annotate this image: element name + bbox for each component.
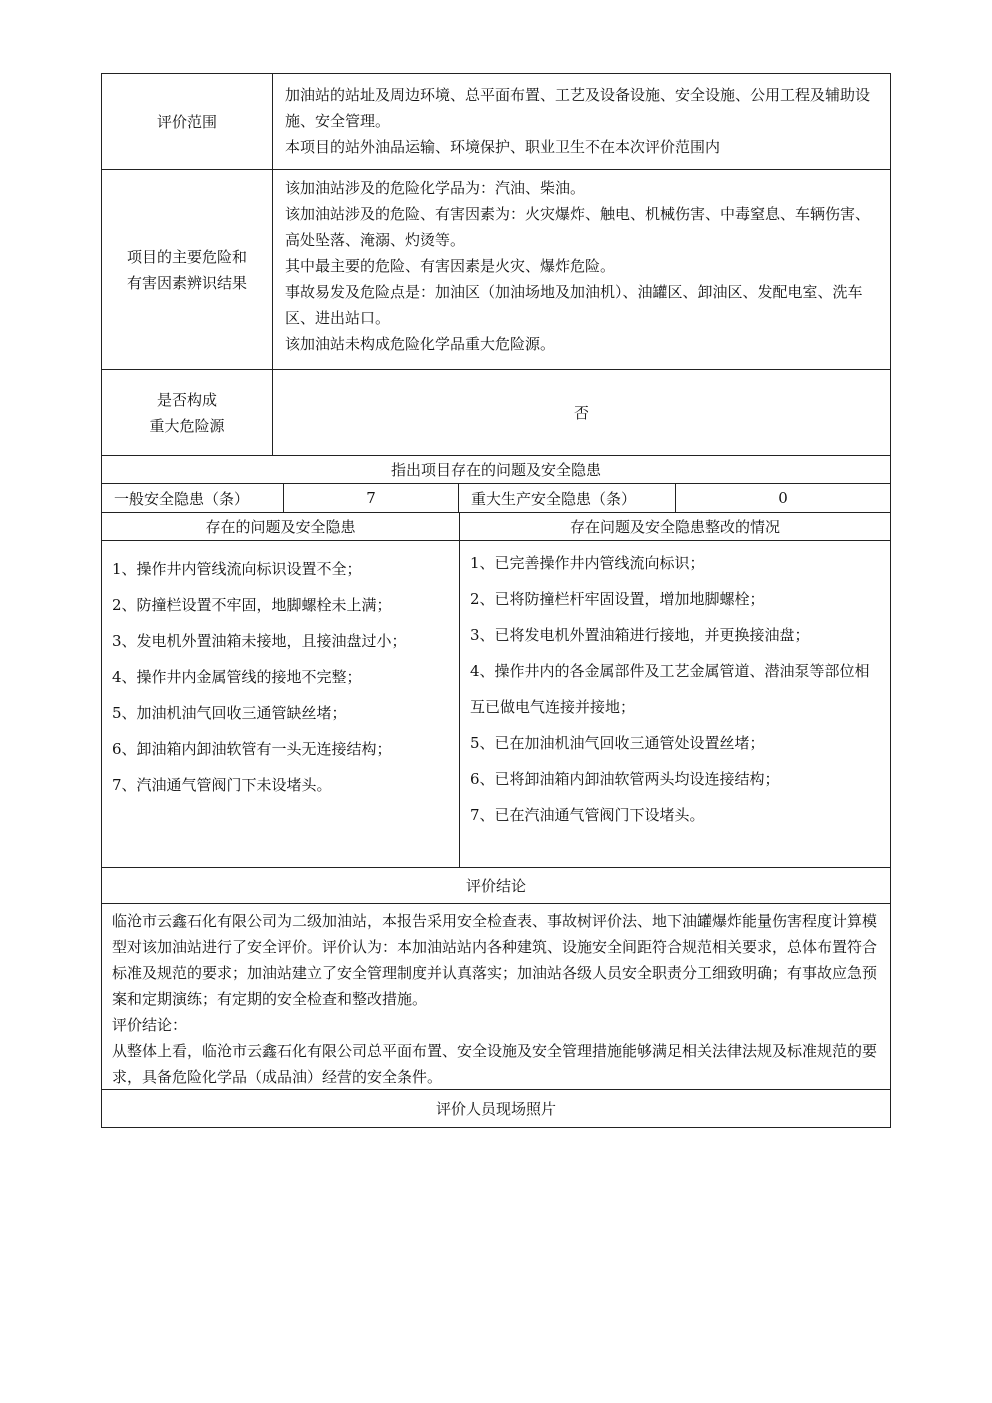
scope-line: 本项目的站外油品运输、环境保护、职业卫生不在本次评价范围内 bbox=[285, 138, 721, 156]
hazards-row bbox=[102, 169, 890, 369]
issues-lists-row bbox=[102, 540, 890, 867]
rectification-item: 3、已将发电机外置油箱进行接地，并更换接油盘； bbox=[470, 626, 810, 644]
major-hazard-value bbox=[272, 370, 890, 455]
conclusion-header-row bbox=[102, 867, 890, 903]
hazards-line: 该加油站涉及的危险、有害因素为：火灾爆炸、触电、机械伤害、中毒窒息、车辆伤害、高处坠落、淹溺、灼烫等。 bbox=[285, 205, 871, 249]
conclusion-label: 评价结论： bbox=[112, 1016, 188, 1034]
rectification-item: 4、操作井内的各金属部件及工艺金属管道、潜油泵等部位相互已做电气连接并接地； bbox=[470, 662, 870, 716]
hazards-line: 其中最主要的危险、有害因素是火灾、爆炸危险。 bbox=[285, 257, 616, 275]
conclusion-header bbox=[102, 868, 890, 903]
hazards-line: 事故易发及危险点是：加油区（加油场地及加油机）、油罐区、卸油区、发配电室、洗车区、进出站口。 bbox=[285, 283, 863, 327]
rectification-item: 5、已在加油机油气回收三通管处设置丝堵； bbox=[470, 734, 765, 752]
issues-column-header-text: 存在的问题及安全隐患 bbox=[205, 518, 356, 536]
issues-header-text: 指出项目存在的问题及安全隐患 bbox=[390, 461, 601, 479]
issues-header bbox=[102, 456, 890, 483]
hazards-label-line: 项目的主要危险和 bbox=[126, 247, 247, 266]
scope-content bbox=[272, 74, 890, 169]
hazards-label-line: 有害因素辨识结果 bbox=[126, 273, 247, 292]
issues-list bbox=[102, 541, 459, 867]
general-hazard-label: 一般安全隐患（条） bbox=[114, 489, 250, 508]
issues-column-header bbox=[102, 513, 459, 540]
photos-header-row bbox=[102, 1089, 890, 1127]
scope-row bbox=[102, 74, 890, 169]
conclusion-row bbox=[102, 903, 890, 1089]
major-hazard-row bbox=[102, 369, 890, 455]
rectification-item: 6、已将卸油箱内卸油软管两头均设连接结构； bbox=[470, 770, 780, 788]
photos-header bbox=[102, 1090, 890, 1127]
hazards-content bbox=[272, 170, 890, 369]
conclusion-body bbox=[102, 904, 890, 1089]
major-hazard-count-label: 重大生产安全隐患（条） bbox=[458, 484, 675, 512]
counts-row bbox=[102, 483, 890, 512]
photos-header-text: 评价人员现场照片 bbox=[435, 1100, 556, 1118]
issue-item: 6、卸油箱内卸油软管有一头无连接结构； bbox=[112, 740, 392, 758]
issue-item: 5、加油机油气回收三通管缺丝堵； bbox=[112, 704, 347, 722]
hazards-line: 该加油站涉及的危险化学品为：汽油、柴油。 bbox=[285, 179, 586, 197]
scope-label bbox=[102, 74, 272, 169]
columns-header-row bbox=[102, 512, 890, 540]
major-hazard-value-text: 否 bbox=[573, 404, 589, 422]
rectify-column-header bbox=[459, 513, 890, 540]
major-hazard-label bbox=[102, 370, 272, 455]
major-hazard-count: 0 bbox=[675, 484, 890, 512]
major-hazard-label-line: 是否构成 bbox=[156, 390, 217, 409]
rectification-item: 1、已完善操作井内管线流向标识； bbox=[470, 554, 705, 572]
evaluation-table bbox=[101, 73, 891, 1128]
issues-header-row bbox=[102, 455, 890, 483]
issue-item: 3、发电机外置油箱未接地，且接油盘过小； bbox=[112, 632, 407, 650]
rectify-column-header-text: 存在问题及安全隐患整改的情况 bbox=[569, 518, 780, 536]
issue-item: 2、防撞栏设置不牢固，地脚螺栓未上满； bbox=[112, 596, 392, 614]
rectification-item: 2、已将防撞栏杆牢固设置，增加地脚螺栓； bbox=[470, 590, 765, 608]
major-hazard-label-line: 重大危险源 bbox=[149, 416, 225, 435]
hazards-label bbox=[102, 170, 272, 369]
issue-item: 4、操作井内金属管线的接地不完整； bbox=[112, 668, 362, 686]
conclusion-paragraph: 从整体上看，临沧市云鑫石化有限公司总平面布置、安全设施及安全管理措施能够满足相关法律法规及标准规范的要求，具备危险化学品（成品油）经营的安全条件。 bbox=[112, 1042, 878, 1086]
scope-label-text: 评价范围 bbox=[156, 112, 217, 131]
issue-item: 1、操作井内管线流向标识设置不全； bbox=[112, 560, 362, 578]
issue-item: 7、汽油通气管阀门下未设堵头。 bbox=[112, 776, 332, 794]
conclusion-paragraph: 临沧市云鑫石化有限公司为二级加油站，本报告采用安全检查表、事故树评价法、地下油罐爆炸能量伤害程度计算模型对该加油站进行了安全评价。评价认为：本加油站站内各种建筑、设施安全间距符合规范相关要求，总体布置符合标准及规范的要求；加油站建立了安全管理制度并认真落实；加油站各级人员安全职责分工细致明确；有事故应急预案和定期演练；有定期的安全检查和整改措施。 bbox=[112, 912, 878, 1008]
rectifications-list bbox=[459, 541, 890, 867]
general-hazard-count: 7 bbox=[283, 484, 458, 512]
conclusion-header-text: 评价结论 bbox=[465, 877, 526, 895]
hazards-line: 该加油站未构成危险化学品重大危险源。 bbox=[285, 335, 556, 353]
rectification-item: 7、已在汽油通气管阀门下设堵头。 bbox=[470, 806, 705, 824]
scope-line: 加油站的站址及周边环境、总平面布置、工艺及设备设施、安全设施、公用工程及辅助设施、安全管理。 bbox=[285, 86, 871, 130]
